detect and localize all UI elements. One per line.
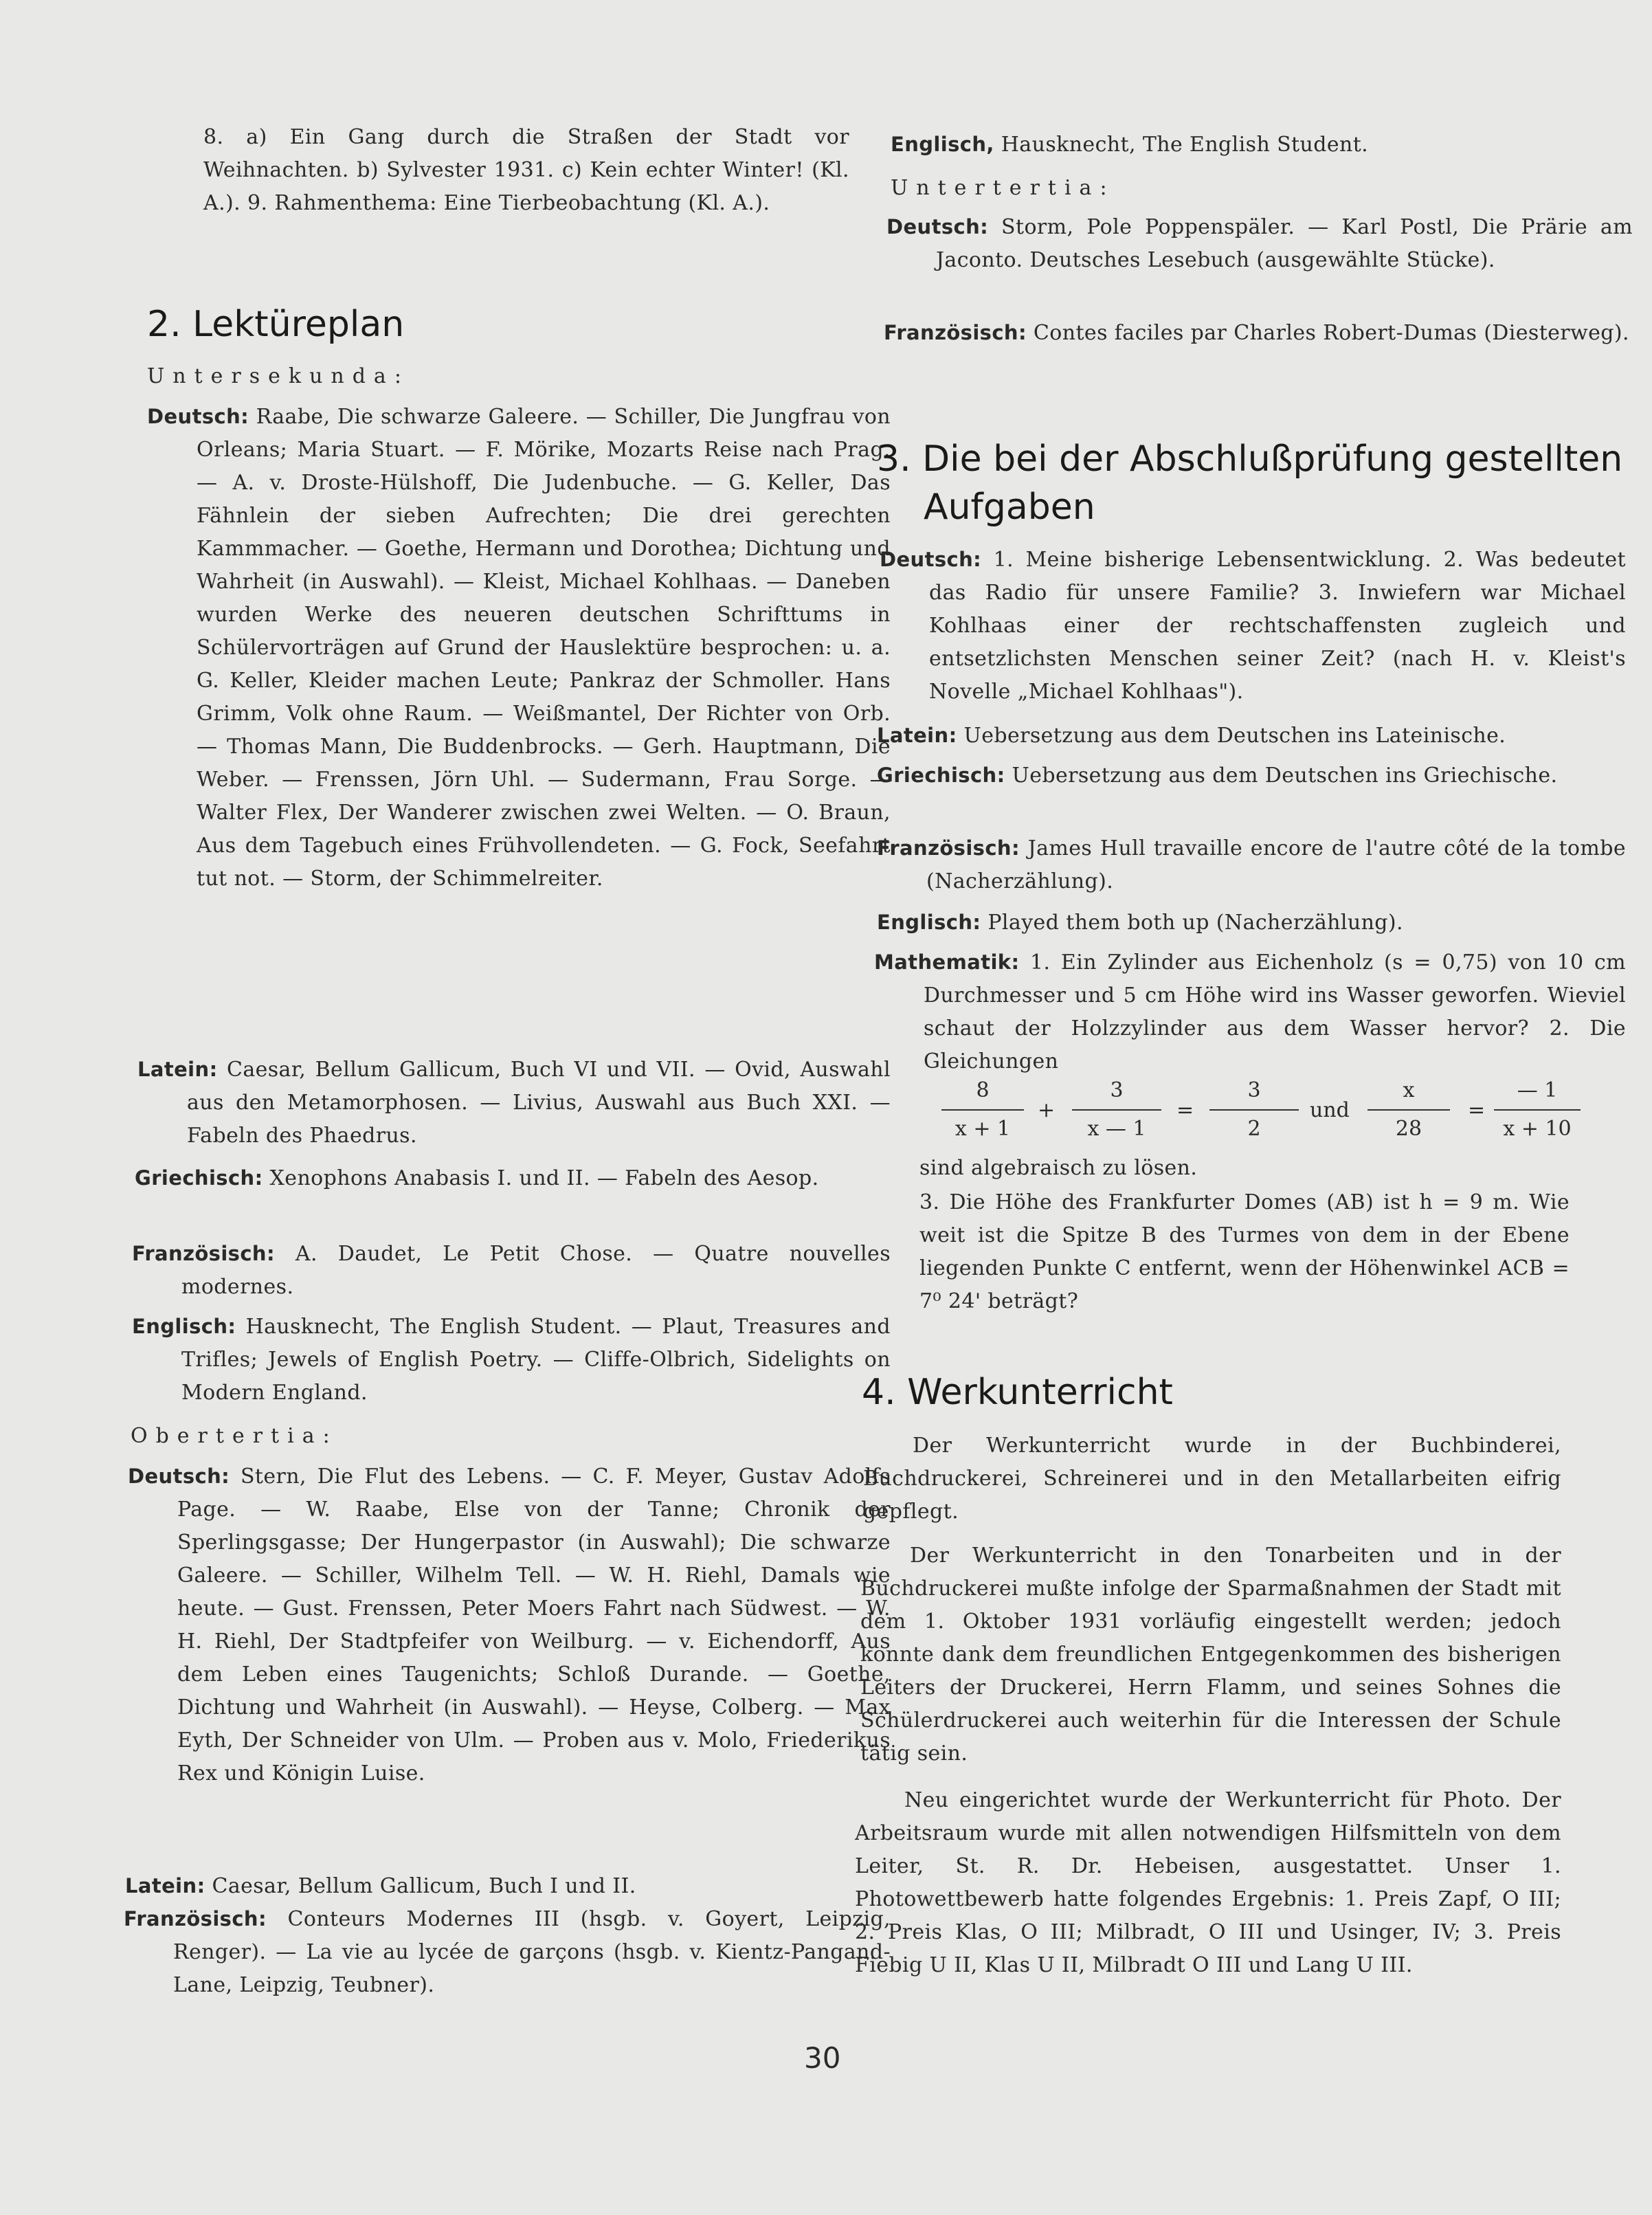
ex-latein-entry [877,719,1626,753]
fraction-4-numerator: x [1368,1078,1450,1111]
fraction-3-numerator: 3 [1209,1078,1299,1111]
us-franz-entry [132,1237,891,1304]
section-4-heading: 4. Werkunterricht [862,1372,1173,1413]
ex-griechisch-label: Griechisch: [877,764,1005,787]
ut-deutsch-text: Storm, Pole Poppenspäler. — Karl Postl, Die Prärie am Jaconto. Deutsches Lesebuch (ausgewählte Stücke). [936,215,1633,272]
math-equations [900,1078,1581,1146]
ex-math-task3: 3. Die Höhe des Frankfurter Domes (AB) ist h = 9 m. Wie weit ist die Spitze B des Turmes von dem in der Ebene liegenden Punkte C entfernt, wenn der Höhenwinkel ACB = 7⁰ 24' beträgt? [919,1190,1570,1313]
fraction-1-numerator: 8 [941,1078,1024,1111]
ex-franz-text: James Hull travaille encore de l'autre côté de la tombe (Nacherzählung). [926,836,1626,893]
ot-franz-entry [124,1902,891,2002]
werk-paragraph-3: Neu eingerichtet wurde der Werkunterricht für Photo. Der Arbeitsraum wurde mit allen notwendigen Hilfsmitteln von dem Leiter, St. R. Dr. Hebeisen, ausgestattet. Unser 1. Photowettbewerb hatte folgendes Ergebnis: 1. Preis Zapf, O III; 2. Preis Klas, O III; Milbradt, O III und Usinger, IV; 3. Preis Fiebig U II, Klas U II, Milbradt O III und Lang U III. [855,1788,1561,1977]
fraction-5-numerator: — 1 [1494,1078,1581,1111]
werk-paragraph-1: Der Werkunterricht wurde in der Buchbinderei, Buchdruckerei, Schreinerei und in den Metallarbeiten eifrig gepflegt. [863,1434,1561,1524]
us-franz-text: A. Daudet, Le Petit Chose. — Quatre nouvelles modernes. [181,1242,891,1299]
ot-englisch-text: Hausknecht, The English Student. [1001,133,1369,157]
us-griechisch-entry [135,1161,891,1195]
ot-englisch-label: Englisch, [891,133,994,156]
us-griechisch-label: Griechisch: [135,1166,263,1190]
fraction-1 [941,1078,1024,1142]
fraction-3-denominator: 2 [1247,1117,1261,1141]
ot-latein-entry [125,1869,891,1903]
ot-englisch-entry [891,128,1578,162]
untertertia-label: Untertertia: [891,176,1115,200]
fraction-4 [1368,1078,1450,1142]
obertertia-label: Obertertia: [131,1424,338,1448]
ex-franz-label: Französisch: [877,836,1020,860]
us-englisch-text: Hausknecht, The English Student. — Plaut, Treasures and Trifles; Jewels of English Poetry. — Cliffe-Olbrich, Sidelights on Modern England. [181,1315,891,1405]
ot-deutsch-entry [128,1460,891,1790]
ex-franz-entry [877,832,1626,898]
equals-sign-1: = [1176,1098,1194,1122]
ut-franz-text: Contes faciles par Charles Robert-Dumas (Diesterweg). [1033,321,1629,345]
ex-deutsch-entry [880,543,1626,709]
us-englisch-entry [132,1310,891,1410]
us-griechisch-text: Xenophons Anabasis I. und II. — Fabeln des Aesop. [269,1166,819,1190]
ot-deutsch-label: Deutsch: [128,1465,230,1488]
ex-math-label: Mathematik: [874,950,1020,974]
fraction-2-denominator: x — 1 [1087,1117,1146,1141]
ot-latein-text: Caesar, Bellum Gallicum, Buch I und II. [212,1874,636,1898]
us-deutsch-label: Deutsch: [147,405,249,428]
us-latein-text: Caesar, Bellum Gallicum, Buch VI und VII. — Ovid, Auswahl aus den Metamorphosen. — Livius, Auswahl aus Buch XXI. — Fabeln des Phaedrus. [187,1058,891,1148]
fraction-3 [1209,1078,1299,1142]
plus-sign: + [1038,1098,1056,1122]
fraction-2 [1072,1078,1161,1142]
werk-paragraph-2: Der Werkunterricht in den Tonarbeiten und in der Buchdruckerei mußte infolge der Sparmaßnahmen der Stadt mit dem 1. Oktober 1931 vorläufig eingestellt werden; jedoch konnte dank dem freundlichen Entgegenkommen des bisherigen Leiters der Druckerei, Herrn Flamm, und seines Sohnes die Schülerdruckerei auch weiterhin für die Interessen der Schule tätig sein. [860,1544,1561,1766]
ex-englisch-label: Englisch: [877,911,981,934]
fraction-4-denominator: 28 [1395,1117,1422,1141]
section-3-heading-line1: 3. Die bei der Abschlußprüfung gestellten [877,438,1623,480]
ex-englisch-entry [877,906,1626,939]
ex-math-text: 1. Ein Zylinder aus Eichenholz (s = 0,75) von 10 cm Durchmesser und 5 cm Höhe wird ins Wasser geworfen. Wieviel schaut der Holzzylinder aus dem Wasser hervor? 2. Die Gleichungen [924,950,1627,1073]
ex-griechisch-entry [877,759,1626,792]
us-latein-label: Latein: [137,1058,218,1081]
ex-griechisch-text: Uebersetzung aus dem Deutschen ins Griechische. [1012,764,1558,788]
us-deutsch-entry [147,400,891,895]
us-deutsch-text: Raabe, Die schwarze Galeere. — Schiller, Die Jungfrau von Orleans; Maria Stuart. — F. Mörike, Mozarts Reise nach Prag. — A. v. Droste-Hülshoff, Die Judenbuche. — G. Keller, Das Fähnlein der sieben Aufrechten; Die drei gerechten Kammmacher. — Goethe, Hermann und Dorothea; Dichtung und Wahrheit (in Auswahl). — Kleist, Michael Kohlhaas. — Daneben wurden Werke des neueren deutschen Schrifttums in Schülervorträgen auf Grund der Hauslektüre besprochen: u. a. G. Keller, Kleider machen Leute; Pankraz der Schmoller. Hans Grimm, Volk ohne Raum. — Weißmantel, Der Richter von Orb. — Thomas Mann, Die Buddenbrocks. — Gerh. Hauptmann, Die Weber. — Frenssen, Jörn Uhl. — Sudermann, Frau Sorge. — Walter Flex, Der Wanderer zwischen zwei Welten. — O. Braun, Aus dem Tagebuch eines Frühvollendeten. — G. Fock, Seefahrt tut not. — Storm, der Schimmelreiter. [197,405,891,891]
ot-franz-text: Conteurs Modernes III (hsgb. v. Goyert, Leipzig, Renger). — La vie au lycée de garçons (hsgb. v. Kientz-Pangand-Lane, Leipzig, Teubner). [173,1907,891,1997]
section-2-heading: 2. Lektüreplan [147,304,405,345]
ot-deutsch-text: Stern, Die Flut des Lebens. — C. F. Meyer, Gustav Adolfs Page. — W. Raabe, Else von der Tanne; Chronik der Sperlingsgasse; Der Hungerpastor (in Auswahl); Die schwarze Galeere. — Schiller, Wilhelm Tell. — W. H. Riehl, Damals wie heute. — Gust. Frenssen, Peter Moers Fahrt nach Südwest. — W. H. Riehl, Der Stadtpfeifer von Weilburg. — v. Eichendorff, Aus dem Leben eines Taugenichts; Schloß Durande. — Goethe, Dichtung und Wahrheit (in Auswahl). — Heyse, Colberg. — Max Eyth, Der Schneider von Ulm. — Proben aus v. Molo, Friederikus Rex und Königin Luise. [177,1465,891,1785]
und-word: und [1310,1098,1350,1122]
us-latein-entry [137,1053,891,1153]
fraction-5 [1494,1078,1581,1142]
fraction-1-denominator: x + 1 [955,1117,1011,1141]
us-englisch-label: Englisch: [132,1315,236,1338]
ot-franz-label: Französisch: [124,1907,267,1930]
ut-franz-label: Französisch: [884,321,1027,344]
fraction-5-denominator: x + 10 [1503,1117,1572,1141]
ot-latein-label: Latein: [125,1874,205,1897]
ex-latein-label: Latein: [877,724,957,747]
equals-sign-2: = [1468,1098,1486,1122]
ex-deutsch-text: 1. Meine bisherige Lebensentwicklung. 2. Was bedeutet das Radio für unsere Familie? 3. Inwiefern war Michael Kohlhaas einer der rechtschaffensten zugleich und entsetzlichsten Menschen seiner Zeit? (nach H. v. Kleist's Novelle „Michael Kohlhaas"). [929,548,1626,704]
ex-math-after: sind algebraisch zu lösen. [919,1156,1198,1180]
ex-latein-text: Uebersetzung aus dem Deutschen ins Lateinische. [963,724,1506,748]
ut-franz-entry [884,316,1633,350]
page-number: 30 [804,2041,841,2075]
ex-deutsch-label: Deutsch: [880,548,982,571]
ut-deutsch-label: Deutsch: [886,215,989,238]
fraction-2-numerator: 3 [1072,1078,1161,1111]
intro-paragraph: 8. a) Ein Gang durch die Straßen der Stadt vor Weihnachten. b) Sylvester 1931. c) Kein echter Winter! (Kl. A.). 9. Rahmenthema: Eine Tierbeobachtung (Kl. A.). [203,125,849,215]
untersekunda-label: Untersekunda: [147,364,410,388]
ex-englisch-text: Played them both up (Nacherzählung). [987,911,1403,935]
us-franz-label: Französisch: [132,1242,275,1265]
section-3-heading-line2: Aufgaben [924,487,1095,528]
ut-deutsch-entry [886,210,1633,277]
ex-math-entry [874,946,1626,1078]
